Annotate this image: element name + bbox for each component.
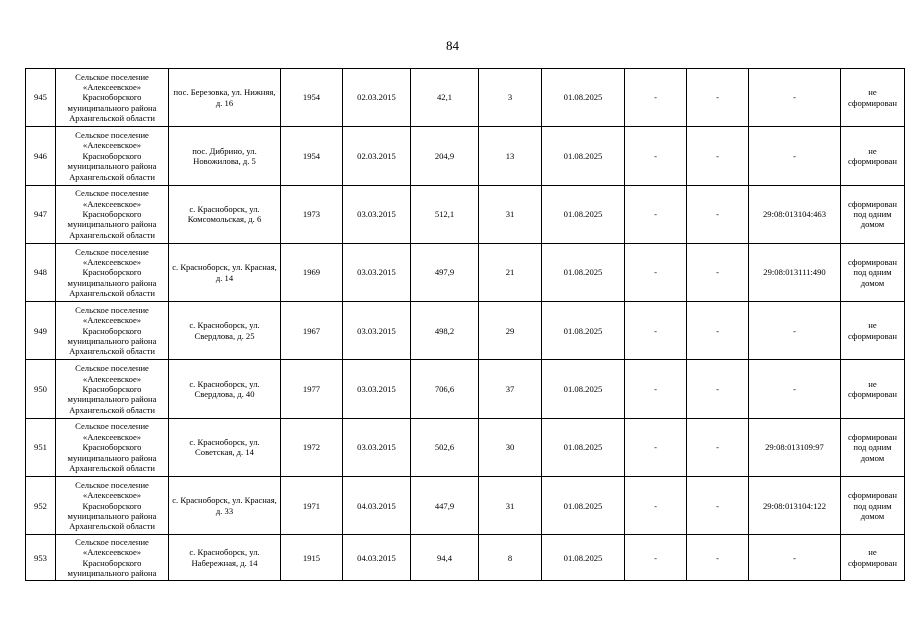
cadastral-number-cell: 29:08:013111:490 (749, 243, 841, 301)
address-cell: с. Красноборск, ул. Свердлова, д. 40 (169, 360, 281, 418)
owner-cell: Сельское поселение «Алексеевское» Красноборского муниципального района Архангельской области (56, 127, 169, 185)
row-number: 952 (26, 477, 56, 535)
recognition-date-cell: 03.03.2015 (343, 302, 411, 360)
area-cell: 497,9 (411, 243, 479, 301)
year-built-cell: 1967 (281, 302, 343, 360)
area-cell: 498,2 (411, 302, 479, 360)
owner-cell: Сельское поселение «Алексеевское» Красноборского муниципального района Архангельской области (56, 360, 169, 418)
row-number: 949 (26, 302, 56, 360)
area-cell: 706,6 (411, 360, 479, 418)
land-plot-status-cell: сформирован под одним домом (841, 477, 905, 535)
value-cell-1: - (625, 243, 687, 301)
area-cell: 42,1 (411, 69, 479, 127)
resettlement-deadline-cell: 01.08.2025 (542, 243, 625, 301)
recognition-date-cell: 04.03.2015 (343, 535, 411, 581)
year-built-cell: 1977 (281, 360, 343, 418)
cadastral-number-cell: 29:08:013104:463 (749, 185, 841, 243)
value-cell-2: - (687, 535, 749, 581)
recognition-date-cell: 02.03.2015 (343, 69, 411, 127)
address-cell: с. Красноборск, ул. Свердлова, д. 25 (169, 302, 281, 360)
resettlement-deadline-cell: 01.08.2025 (542, 535, 625, 581)
value-cell-1: - (625, 535, 687, 581)
cadastral-number-cell: - (749, 360, 841, 418)
year-built-cell: 1969 (281, 243, 343, 301)
value-cell-2: - (687, 418, 749, 476)
land-plot-status-cell: не сформирован (841, 69, 905, 127)
resettlement-deadline-cell: 01.08.2025 (542, 418, 625, 476)
area-cell: 94,4 (411, 535, 479, 581)
address-cell: с. Красноборск, ул. Комсомольская, д. 6 (169, 185, 281, 243)
value-cell-1: - (625, 418, 687, 476)
table-row (26, 535, 905, 581)
residents-count-cell: 37 (479, 360, 542, 418)
row-number: 945 (26, 69, 56, 127)
land-plot-status-cell: не сформирован (841, 535, 905, 581)
housing-registry-table (25, 68, 905, 581)
land-plot-status-cell: не сформирован (841, 127, 905, 185)
table-row (26, 302, 905, 360)
residents-count-cell: 30 (479, 418, 542, 476)
owner-cell: Сельское поселение «Алексеевское» Красноборского муниципального района Архангельской области (56, 302, 169, 360)
table-row (26, 185, 905, 243)
cadastral-number-cell: 29:08:013104:122 (749, 477, 841, 535)
value-cell-1: - (625, 69, 687, 127)
table-row (26, 127, 905, 185)
table-row (26, 69, 905, 127)
recognition-date-cell: 03.03.2015 (343, 418, 411, 476)
residents-count-cell: 8 (479, 535, 542, 581)
land-plot-status-cell: сформирован под одним домом (841, 418, 905, 476)
area-cell: 512,1 (411, 185, 479, 243)
residents-count-cell: 3 (479, 69, 542, 127)
value-cell-2: - (687, 477, 749, 535)
cadastral-number-cell: - (749, 127, 841, 185)
owner-cell: Сельское поселение «Алексеевское» Красноборского муниципального района Архангельской области (56, 477, 169, 535)
address-cell: с. Красноборск, ул. Советская, д. 14 (169, 418, 281, 476)
resettlement-deadline-cell: 01.08.2025 (542, 360, 625, 418)
value-cell-1: - (625, 302, 687, 360)
table-row (26, 243, 905, 301)
table-row (26, 418, 905, 476)
year-built-cell: 1972 (281, 418, 343, 476)
value-cell-1: - (625, 185, 687, 243)
resettlement-deadline-cell: 01.08.2025 (542, 127, 625, 185)
row-number: 948 (26, 243, 56, 301)
land-plot-status-cell: не сформирован (841, 360, 905, 418)
cadastral-number-cell: - (749, 535, 841, 581)
row-number: 953 (26, 535, 56, 581)
recognition-date-cell: 02.03.2015 (343, 127, 411, 185)
recognition-date-cell: 03.03.2015 (343, 360, 411, 418)
recognition-date-cell: 03.03.2015 (343, 243, 411, 301)
residents-count-cell: 31 (479, 185, 542, 243)
page-number: 84 (446, 38, 459, 53)
row-number: 951 (26, 418, 56, 476)
land-plot-status-cell: сформирован под одним домом (841, 185, 905, 243)
resettlement-deadline-cell: 01.08.2025 (542, 302, 625, 360)
resettlement-deadline-cell: 01.08.2025 (542, 477, 625, 535)
table-row (26, 477, 905, 535)
owner-cell: Сельское поселение «Алексеевское» Красноборского муниципального района Архангельской области (56, 243, 169, 301)
value-cell-1: - (625, 360, 687, 418)
value-cell-2: - (687, 69, 749, 127)
cadastral-number-cell: - (749, 69, 841, 127)
owner-cell: Сельское поселение «Алексеевское» Красноборского муниципального района Архангельской области (56, 185, 169, 243)
recognition-date-cell: 03.03.2015 (343, 185, 411, 243)
value-cell-2: - (687, 243, 749, 301)
value-cell-2: - (687, 302, 749, 360)
residents-count-cell: 29 (479, 302, 542, 360)
value-cell-1: - (625, 127, 687, 185)
residents-count-cell: 31 (479, 477, 542, 535)
value-cell-1: - (625, 477, 687, 535)
row-number: 947 (26, 185, 56, 243)
cadastral-number-cell: - (749, 302, 841, 360)
year-built-cell: 1973 (281, 185, 343, 243)
value-cell-2: - (687, 127, 749, 185)
residents-count-cell: 13 (479, 127, 542, 185)
cadastral-number-cell: 29:08:013109:97 (749, 418, 841, 476)
recognition-date-cell: 04.03.2015 (343, 477, 411, 535)
address-cell: пос. Дибрино, ул. Новожилова, д. 5 (169, 127, 281, 185)
owner-cell: Сельское поселение «Алексеевское» Красноборского муниципального района Архангельской области (56, 418, 169, 476)
resettlement-deadline-cell: 01.08.2025 (542, 69, 625, 127)
land-plot-status-cell: сформирован под одним домом (841, 243, 905, 301)
area-cell: 502,6 (411, 418, 479, 476)
address-cell: пос. Березовка, ул. Нижняя, д. 16 (169, 69, 281, 127)
year-built-cell: 1971 (281, 477, 343, 535)
table-row (26, 360, 905, 418)
area-cell: 204,9 (411, 127, 479, 185)
address-cell: с. Красноборск, ул. Набережная, д. 14 (169, 535, 281, 581)
area-cell: 447,9 (411, 477, 479, 535)
residents-count-cell: 21 (479, 243, 542, 301)
row-number: 946 (26, 127, 56, 185)
owner-cell: Сельское поселение «Алексеевское» Красноборского муниципального района Архангельской области (56, 69, 169, 127)
resettlement-deadline-cell: 01.08.2025 (542, 185, 625, 243)
owner-cell: Сельское поселение «Алексеевское» Красноборского муниципального района (56, 535, 169, 581)
value-cell-2: - (687, 360, 749, 418)
table-body (26, 69, 905, 581)
address-cell: с. Красноборск, ул. Красная, д. 33 (169, 477, 281, 535)
land-plot-status-cell: не сформирован (841, 302, 905, 360)
year-built-cell: 1954 (281, 127, 343, 185)
year-built-cell: 1954 (281, 69, 343, 127)
value-cell-2: - (687, 185, 749, 243)
address-cell: с. Красноборск, ул. Красная, д. 14 (169, 243, 281, 301)
row-number: 950 (26, 360, 56, 418)
year-built-cell: 1915 (281, 535, 343, 581)
